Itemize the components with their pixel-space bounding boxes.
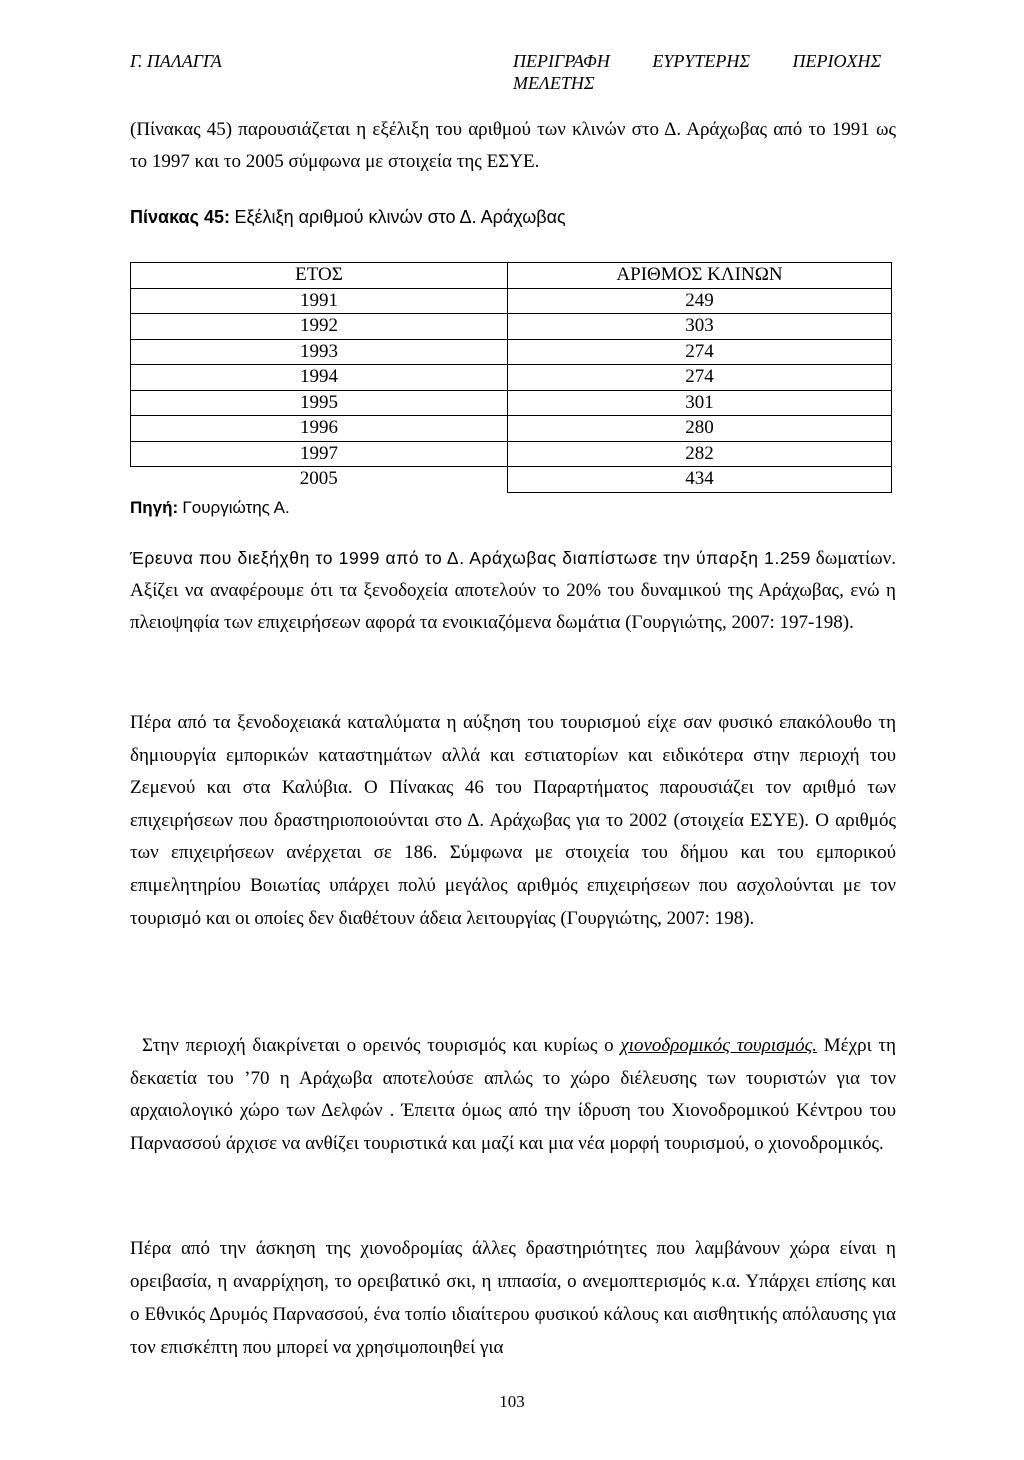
cell-beds: 434	[508, 467, 892, 493]
cell-beds: 301	[508, 390, 892, 416]
header-title-word: ΠΕΡΙΟΧΗΣ	[792, 51, 882, 71]
beds-table	[130, 262, 892, 493]
header-title-word: ΕΥΡΥΤΕΡΗΣ	[652, 51, 751, 71]
paragraph-rooms	[130, 542, 896, 639]
paragraph-ski-rest: Μέχρι τη δεκαετία του ’70 η Αράχωβα αποτελούσε απλώς το χώρο διέλευσης των τουριστών για τον αρχαιολογικό χώρο των Δελφών . Έπειτα όμως από την ίδρυση του Χιονοδρομικού Κέντρου του Παρνασσού άρχισε να ανθίζει τουριστικά και μαζί και μια νέα μορφή τουρισμού, ο χιονοδρομικός.	[130, 1035, 896, 1154]
source-text: Γουργιώτης Α.	[182, 498, 290, 517]
table-row	[131, 390, 892, 416]
cell-year: 1994	[131, 365, 508, 391]
table-caption-text: Εξέλιξη αριθμού κλινών στο Δ. Αράχωβας	[234, 207, 566, 227]
intro-paragraph: (Πίνακας 45) παρουσιάζεται η εξέλιξη του αριθμού των κλινών στο Δ. Αράχωβας από το 1991 ως το 1997 και το 2005 σύμφωνα με στοιχεία της ΕΣΥΕ.	[130, 119, 896, 172]
cell-beds: 280	[508, 416, 892, 442]
table-row	[131, 467, 892, 493]
table-row	[131, 365, 892, 391]
paragraph-businesses: Πέρα από τα ξενοδοχειακά καταλύματα η αύξηση του τουρισμού είχε σαν φυσικό επακόλουθο τη δημιουργία εμπορικών καταστημάτων αλλά και εστιατορίων και ειδικότερα στην περιοχή του Ζεμενού και στα Καλύβια. Ο Πίνακας 46 του Παραρτήματος παρουσιάζει τον αριθμό των επιχειρήσεων που δραστηριοποιούνται στο Δ. Αράχωβας για το 2002 (στοιχεία ΕΣΥΕ). Ο αριθμός των επιχειρήσεων ανέρχεται σε 186. Σύμφωνα με στοιχεία του δήμου και του εμπορικού επιμελητηρίου Βοιωτίας υπάρχει πολύ μεγάλος αριθμός επιχειρήσεων που ασχολούνται με τον τουρισμό και οι οποίες δεν διαθέτουν άδεια λειτουργίας (Γουργιώτης, 2007: 198).	[130, 712, 896, 929]
header-title	[513, 50, 898, 94]
column-header-year: ΕΤΟΣ	[131, 263, 508, 289]
table-caption	[130, 207, 566, 228]
paragraph-ski-start: Στην περιοχή διακρίνεται ο ορεινός τουρισμός και κυρίως ο	[142, 1035, 621, 1056]
ski-tourism-emphasis: χιονοδρομικός τουρισμός.	[620, 1035, 818, 1056]
table-row	[131, 416, 892, 442]
paragraph-rooms-lead: Έρευνα που διεξήχθη το 1999 από το Δ. Αράχωβας διαπίστωσε την ύπαρξη 1.259	[130, 548, 811, 568]
cell-year: 1991	[131, 288, 508, 314]
header-title-line2: ΜΕΛΕΤΗΣ	[513, 73, 595, 93]
table-header-row	[131, 263, 892, 289]
header-title-word: ΠΕΡΙΓΡΑΦΗ	[513, 51, 610, 71]
table-row	[131, 339, 892, 365]
paragraph-ski-tourism	[130, 1030, 896, 1160]
table-source	[130, 498, 290, 518]
cell-beds: 282	[508, 441, 892, 467]
cell-year: 1996	[131, 416, 508, 442]
paragraph-rooms-body: δωματίων. Αξίζει να αναφέρουμε ότι τα ξενοδοχεία αποτελούν το 20% του δυναμικού της Αράχωβας, ενώ η πλειοψηφία των επιχειρήσεων αφορά τα ενοικιαζόμενα δωμάτια (Γουργιώτης, 2007: 197-198).	[130, 548, 896, 633]
table-caption-label: Πίνακας 45:	[130, 207, 230, 227]
cell-beds: 249	[508, 288, 892, 314]
header-author: Γ. ΠΑΛΑΓΓΑ	[130, 51, 222, 71]
cell-year: 1995	[131, 390, 508, 416]
cell-beds: 274	[508, 339, 892, 365]
cell-beds: 303	[508, 314, 892, 340]
cell-beds: 274	[508, 365, 892, 391]
table-row	[131, 314, 892, 340]
cell-year: 1997	[131, 441, 508, 467]
cell-year: 2005	[131, 467, 508, 493]
table-row	[131, 288, 892, 314]
paragraph-activities: Πέρα από την άσκηση της χιονοδρομίας άλλες δραστηριότητες που λαμβάνουν χώρα είναι η ορειβασία, η αναρρίχηση, το ορειβατικό σκι, η ιππασία, ο ανεμοπτερισμός κ.α. Υπάρχει επίσης και ο Εθνικός Δρυμός Παρνασσού, ένα τοπίο ιδιαίτερου φυσικού κάλους και αισθητικής απόλαυσης για τον επισκέπτη που μπορεί να χρησιμοποιηθεί για	[130, 1238, 896, 1358]
cell-year: 1992	[131, 314, 508, 340]
column-header-beds: ΑΡΙΘΜΟΣ ΚΛΙΝΩΝ	[508, 263, 892, 289]
cell-year: 1993	[131, 339, 508, 365]
source-label: Πηγή:	[130, 498, 179, 517]
page-number: 103	[499, 1392, 525, 1411]
table-row	[131, 441, 892, 467]
